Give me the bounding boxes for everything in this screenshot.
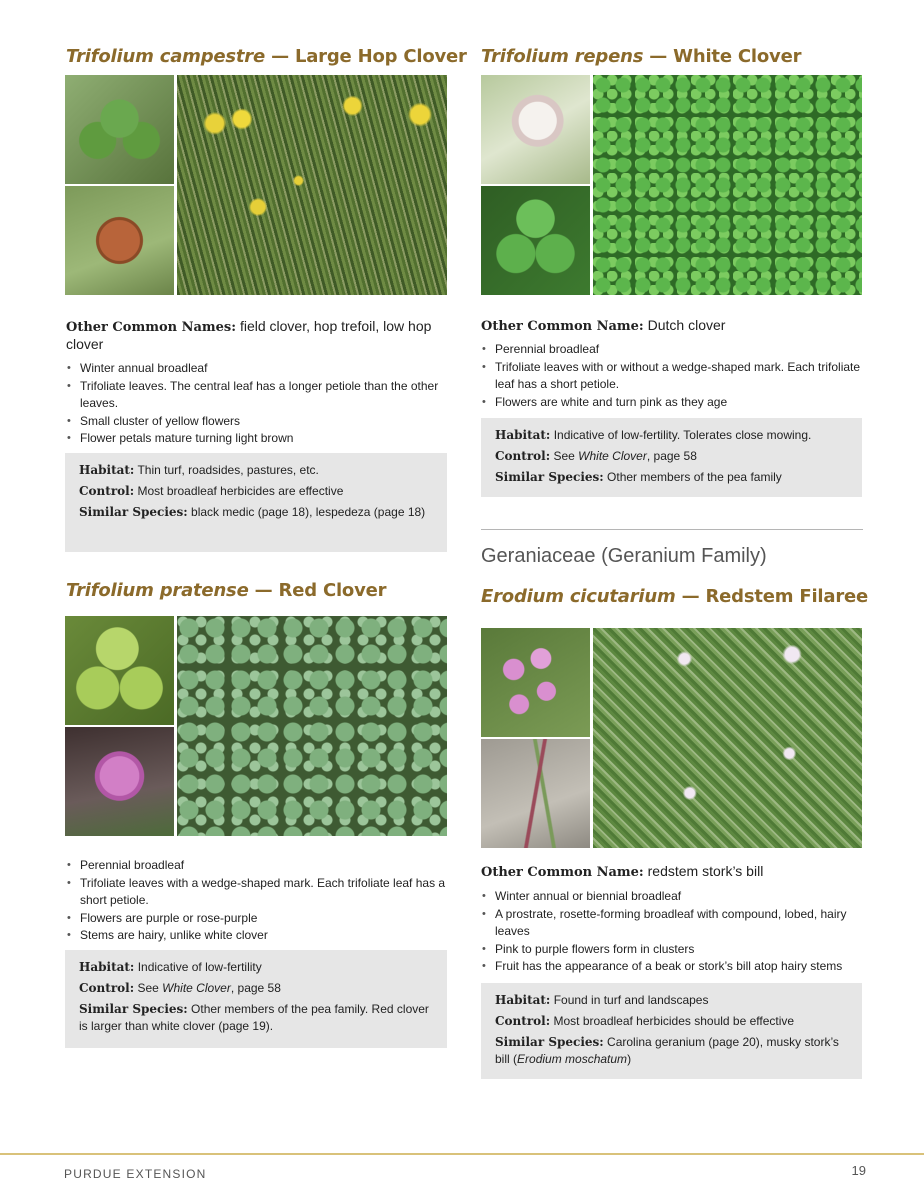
photo-hop-clover-turf bbox=[177, 75, 447, 295]
scientific-name: Trifolium repens bbox=[481, 46, 644, 67]
common-name: White Clover bbox=[673, 46, 802, 67]
family-heading: Geraniaceae (Geranium Family) bbox=[481, 545, 767, 567]
list-item: • Flowers are white and turn pink as they age bbox=[481, 394, 863, 412]
list-item: • Trifoliate leaves. The central leaf has a longer petiole than the other leaves. bbox=[66, 378, 448, 413]
heading-trifolium-campestre: Trifolium campestre — Large Hop Clover bbox=[66, 46, 467, 67]
photo-hop-clover-seedhead bbox=[65, 186, 174, 295]
scientific-name: Trifolium campestre bbox=[66, 46, 265, 67]
repens-characteristics bbox=[481, 341, 863, 411]
control-row: Control: Most broadleaf herbicides are effective bbox=[79, 484, 344, 498]
list-item: • Pink to purple flowers form in clusters bbox=[481, 941, 863, 959]
page-number: 19 bbox=[851, 1163, 866, 1178]
section-divider bbox=[481, 529, 863, 530]
list-item: • Stems are hairy, unlike white clover bbox=[66, 927, 448, 945]
photo-filaree-flower bbox=[481, 628, 590, 737]
similar-species-row: Similar Species: black medic (page 18), lespedeza (page 18) bbox=[79, 505, 426, 519]
repens-info-box bbox=[481, 418, 862, 497]
common-name: Redstem Filaree bbox=[705, 586, 869, 607]
list-item: • Perennial broadleaf bbox=[66, 857, 448, 875]
similar-species-row: Similar Species: Carolina geranium (page 20), musky stork’s bill (Erodium moschatum) bbox=[495, 1035, 839, 1066]
list-item: • Trifoliate leaves with or without a wedge-shaped mark. Each trifoliate leaf has a short petiole. bbox=[481, 359, 863, 394]
list-item: • Trifoliate leaves with a wedge-shaped mark. Each trifoliate leaf has a short petiole. bbox=[66, 875, 448, 910]
habitat-row: Habitat: Found in turf and landscapes bbox=[495, 993, 709, 1007]
list-item: • Fruit has the appearance of a beak or stork’s bill atop hairy stems bbox=[481, 958, 863, 976]
campestre-characteristics bbox=[66, 360, 448, 448]
list-item: • Winter annual broadleaf bbox=[66, 360, 448, 378]
pratense-info-box bbox=[65, 950, 447, 1048]
other-common-name: Other Common Name: Dutch clover bbox=[481, 317, 726, 334]
similar-species-row: Similar Species: Other members of the pea family bbox=[495, 470, 782, 484]
scientific-name: Trifolium pratense bbox=[66, 580, 249, 601]
list-item: • Winter annual or biennial broadleaf bbox=[481, 888, 863, 906]
photo-red-clover-patch bbox=[177, 616, 447, 836]
scientific-name: Erodium cicutarium bbox=[481, 586, 676, 607]
other-common-name: Other Common Name: redstem stork’s bill bbox=[481, 863, 764, 880]
photo-filaree-fruit bbox=[481, 739, 590, 848]
other-common-names: Other Common Names: field clover, hop trefoil, low hop clover bbox=[66, 318, 432, 352]
heading-trifolium-pratense: Trifolium pratense — Red Clover bbox=[66, 580, 387, 601]
heading-erodium-cicutarium: Erodium cicutarium — Redstem Filaree bbox=[481, 586, 869, 607]
footer-publisher: PURDUE EXTENSION bbox=[64, 1167, 207, 1181]
photo-red-clover-flower bbox=[65, 727, 174, 836]
erodium-characteristics bbox=[481, 888, 863, 976]
erodium-info-box bbox=[481, 983, 862, 1079]
habitat-row: Habitat: Indicative of low-fertility. Tolerates close mowing. bbox=[495, 428, 812, 442]
list-item: • Perennial broadleaf bbox=[481, 341, 863, 359]
list-item: • A prostrate, rosette-forming broadleaf with compound, lobed, hairy leaves bbox=[481, 906, 863, 941]
habitat-row: Habitat: Thin turf, roadsides, pastures, etc. bbox=[79, 463, 319, 477]
control-row: Control: See White Clover, page 58 bbox=[79, 981, 281, 995]
habitat-row: Habitat: Indicative of low-fertility bbox=[79, 960, 262, 974]
heading-trifolium-repens: Trifolium repens — White Clover bbox=[481, 46, 802, 67]
control-row: Control: Most broadleaf herbicides should be effective bbox=[495, 1014, 795, 1028]
photo-white-clover-flower bbox=[481, 75, 590, 184]
list-item: • Flowers are purple or rose-purple bbox=[66, 910, 448, 928]
common-name: Red Clover bbox=[278, 580, 387, 601]
similar-species-row: Similar Species: Other members of the pea family. Red clover is larger than white clover (page 19). bbox=[79, 1002, 429, 1033]
photo-red-clover-leaf bbox=[65, 616, 174, 725]
common-name: Large Hop Clover bbox=[294, 46, 467, 67]
control-row: Control: See White Clover, page 58 bbox=[495, 449, 697, 463]
campestre-info-box bbox=[65, 453, 447, 552]
footer-rule bbox=[0, 1153, 924, 1155]
photo-hop-clover-leaf bbox=[65, 75, 174, 184]
pratense-characteristics bbox=[66, 857, 448, 945]
photo-white-clover-leaf bbox=[481, 186, 590, 295]
list-item: • Flower petals mature turning light brown bbox=[66, 430, 448, 448]
list-item: • Small cluster of yellow flowers bbox=[66, 413, 448, 431]
photo-filaree-turf bbox=[593, 628, 862, 848]
photo-white-clover-turf bbox=[593, 75, 862, 295]
